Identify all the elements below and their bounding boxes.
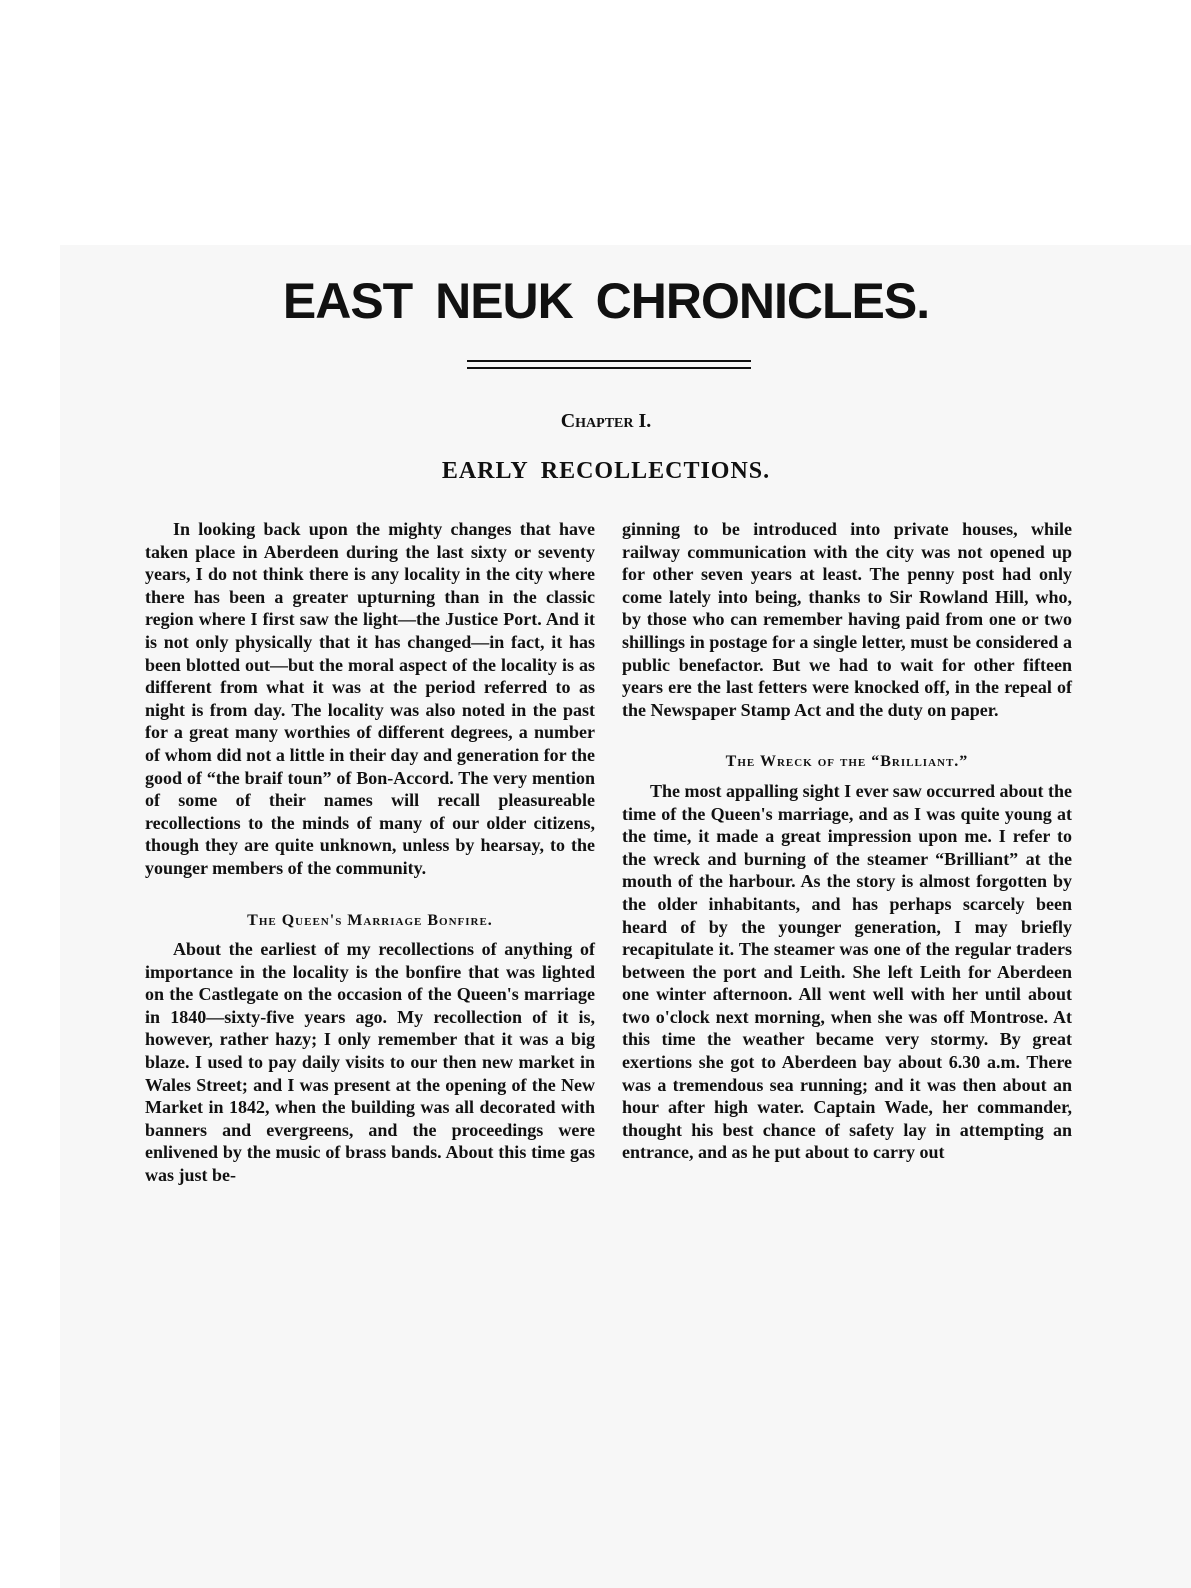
section-heading-wreck-of-the-brilliant: The Wreck of the “Brilliant.” <box>725 753 969 771</box>
left-paragraph-2: About the earliest of my recollections of anything of importance in the locality is the bonfire that was lighted on the Castlegate on the occasion of the Queen's marriage in 1840—sixty-five years ago. My recollection of it is, however, rather hazy; I only remember that it was a big blaze. I used to pay daily visits to our then new market in Wales Street; and I was present at the opening of the New Market in 1842, when the building was all decorated with banners and evergreens, and the proceedings were enlivened by the music of brass bands. About this time gas was just be- <box>145 939 595 1186</box>
title-divider <box>467 360 751 369</box>
right-paragraph-2: The most appalling sight I ever saw occurred about the time of the Queen's marriage, and as I was quite young at the time, it made a great impression upon me. I refer to the wreck and burning of the steamer “Brilliant” at the mouth of the harbour. As the story is almost forgotten by the older inhabitants, and has perhaps scarcely been heard of by the younger generation, I may briefly recapitulate it. The steamer was one of the regular traders between the port and Leith. She left Leith for Aberdeen one winter afternoon. All went well with her until about two o'clock next morning, when she was off Montrose. At this time the weather became very stormy. By great exertions she got to Aberdeen bay about 6.30 a.m. There was a tremendous sea running; and it was then about an hour after high water. Captain Wade, her commander, thought his best chance of safety lay in attempting an entrance, and as he put about to carry out <box>622 780 1072 1163</box>
left-text-column <box>145 518 595 1338</box>
chapter-number: Chapter I. <box>560 410 652 432</box>
chapter-title: EARLY RECOLLECTIONS. <box>441 458 771 484</box>
section-heading-queens-marriage-bonfire: The Queen's Marriage Bonfire. <box>247 911 493 929</box>
left-paragraph-1: In looking back upon the mighty changes that have taken place in Aberdeen during the last sixty or seventy years, I do not think there is any locality in the city where there has been a greater upturning than in the classic region where I first saw the light—the Justice Port. And it is not only physically that it has changed—in fact, it has been blotted out—but the moral aspect of the locality is as different from what it was at the period referred to as night is from day. The locality was also noted in the past for a great many worthies of different degrees, a number of whom did not a little in their day and generation for the good of “the braif toun” of Bon-Accord. The very mention of some of their names will recall pleasureable recollections to the minds of many of our older citizens, though they are quite unknown, unless by hearsay, to the younger members of the community. <box>145 519 595 878</box>
book-title: EAST NEUK CHRONICLES. <box>282 273 930 329</box>
right-text-column <box>622 518 1072 1338</box>
right-paragraph-1: ginning to be introduced into private houses, while railway communication with the city was not opened up for other seven years at least. The penny post had only come lately into being, thanks to Sir Rowland Hill, who, by those who can remember having paid from one or two shillings in postage for a single letter, must be considered a public benefactor. But we had to wait for other fifteen years ere the last fetters were knocked off, in the repeal of the Newspaper Stamp Act and the duty on paper. <box>622 519 1072 720</box>
